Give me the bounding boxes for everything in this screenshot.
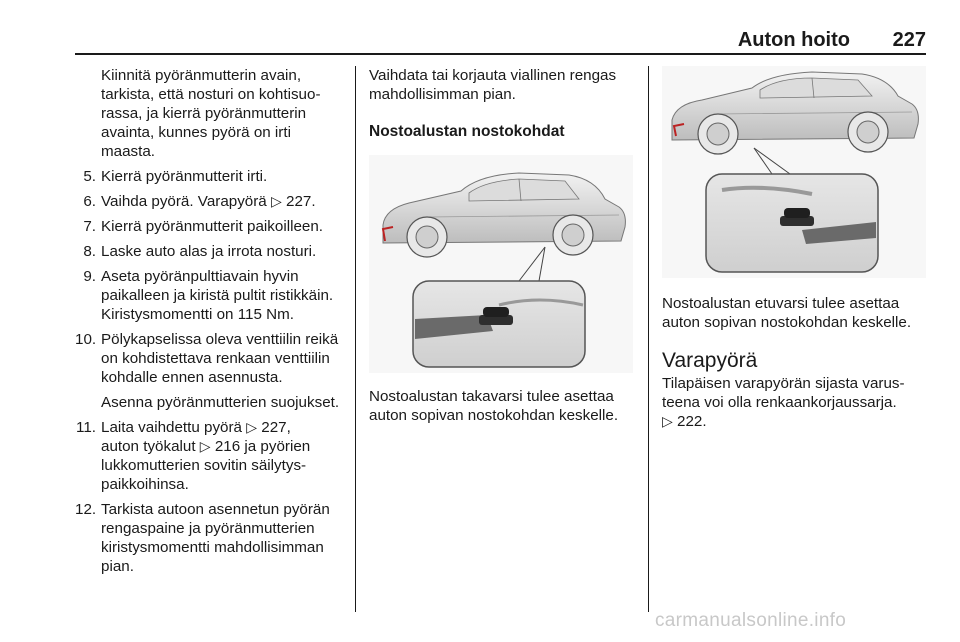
list-number: 5. (83, 168, 96, 185)
arrow-ref-icon: ▷ (662, 413, 673, 429)
list-text: Kierrä pyöränmutterit irti. (101, 168, 268, 185)
body-text-main: Tilapäisen varapyörän sijasta varusteena voi olla renkaankorjaussarja. (662, 375, 905, 411)
page-number: 227 (892, 29, 926, 51)
list-text: Laita vaihdettu pyörä (101, 419, 247, 436)
continuation-text: Kiinnitä pyöränmutterin avain, tarkista, että nosturi on kohtisuorassa, ja kierrä pyöränmutterin avainta, kunnes pyörä on irti maasta. (101, 67, 321, 160)
list-note: Asenna pyöränmutterien suojukset. (101, 394, 340, 411)
arrow-ref-icon: ▷ (270, 193, 282, 209)
column-rule-2 (648, 66, 649, 612)
list-text: auton työkalut (101, 438, 200, 455)
column-rule-1 (355, 66, 356, 612)
list-text: Laske auto alas ja irrota nosturi. (101, 243, 317, 260)
list-text: Aseta pyöränpulttiavain hyvin paikalleen ja kiristä pultit ristikkäin. Kiristysmomentti on 115 Nm. (101, 268, 334, 323)
page-reference[interactable]: 216 (214, 438, 241, 455)
figure-caption-front: Nostoalustan etuvarsi tulee asettaa auton sopivan nostokohdan keskelle. (662, 295, 912, 331)
page-reference[interactable]: 222. (677, 413, 707, 430)
list-text: Pölykapselissa oleva venttiilin reikä on kohdistettava renkaan venttiilin kohdalle ennen asennusta. (101, 331, 339, 386)
figure-caption-rear: Nostoalustan takavarsi tulee asettaa auton sopivan nostokohdan keskelle. (369, 388, 619, 424)
list-text: ja pyörien lukkomutterien sovitin säilytyspaikkoihinsa. (101, 438, 311, 493)
list-item (75, 418, 347, 494)
rear-lift-point-illustration (369, 155, 633, 373)
column-1 (75, 66, 347, 576)
list-item (75, 330, 347, 387)
list-number: 11. (76, 419, 96, 436)
list-item (75, 192, 347, 211)
list-number: 7. (83, 218, 96, 235)
section-heading: Varapyörä (662, 349, 758, 372)
arrow-ref-icon: ▷ (246, 419, 258, 435)
page-reference[interactable]: 227. (286, 193, 316, 210)
list-text: Vaihda pyörä. Varapyörä (101, 193, 271, 210)
section-heading: Nostoalustan nostokohdat (369, 123, 565, 140)
list-item (75, 242, 347, 261)
list-number: 9. (83, 268, 96, 285)
lift-arm-closeup (706, 174, 878, 272)
list-item (75, 267, 347, 324)
list-number: 8. (83, 243, 96, 260)
list-number: 6. (83, 193, 96, 210)
list-number: 12. (75, 501, 97, 518)
front-lift-point-illustration (662, 66, 926, 278)
column-2 (369, 66, 637, 425)
column-3 (662, 66, 930, 431)
arrow-ref-icon: ▷ (199, 438, 211, 454)
watermark: carmanualsonline.info (655, 610, 847, 631)
body-text (662, 374, 930, 431)
list-item (75, 500, 347, 576)
list-item (75, 217, 347, 236)
page-header-title: Auton hoito (737, 29, 850, 51)
intro-text: Vaihdata tai korjauta viallinen rengas mahdollisimman pian. (369, 67, 617, 103)
header-rule (75, 53, 926, 55)
list-text: Kierrä pyöränmutterit paikoilleen. (101, 218, 324, 235)
list-number: 10. (75, 331, 97, 348)
list-item (75, 167, 347, 186)
lift-arm-closeup (413, 281, 585, 367)
list-text: Tarkista autoon asennetun pyörän rengaspaine ja pyöränmutterien kiristysmomentti mahdollisimman pian. (101, 501, 330, 575)
page-reference[interactable]: 227, (261, 419, 291, 436)
